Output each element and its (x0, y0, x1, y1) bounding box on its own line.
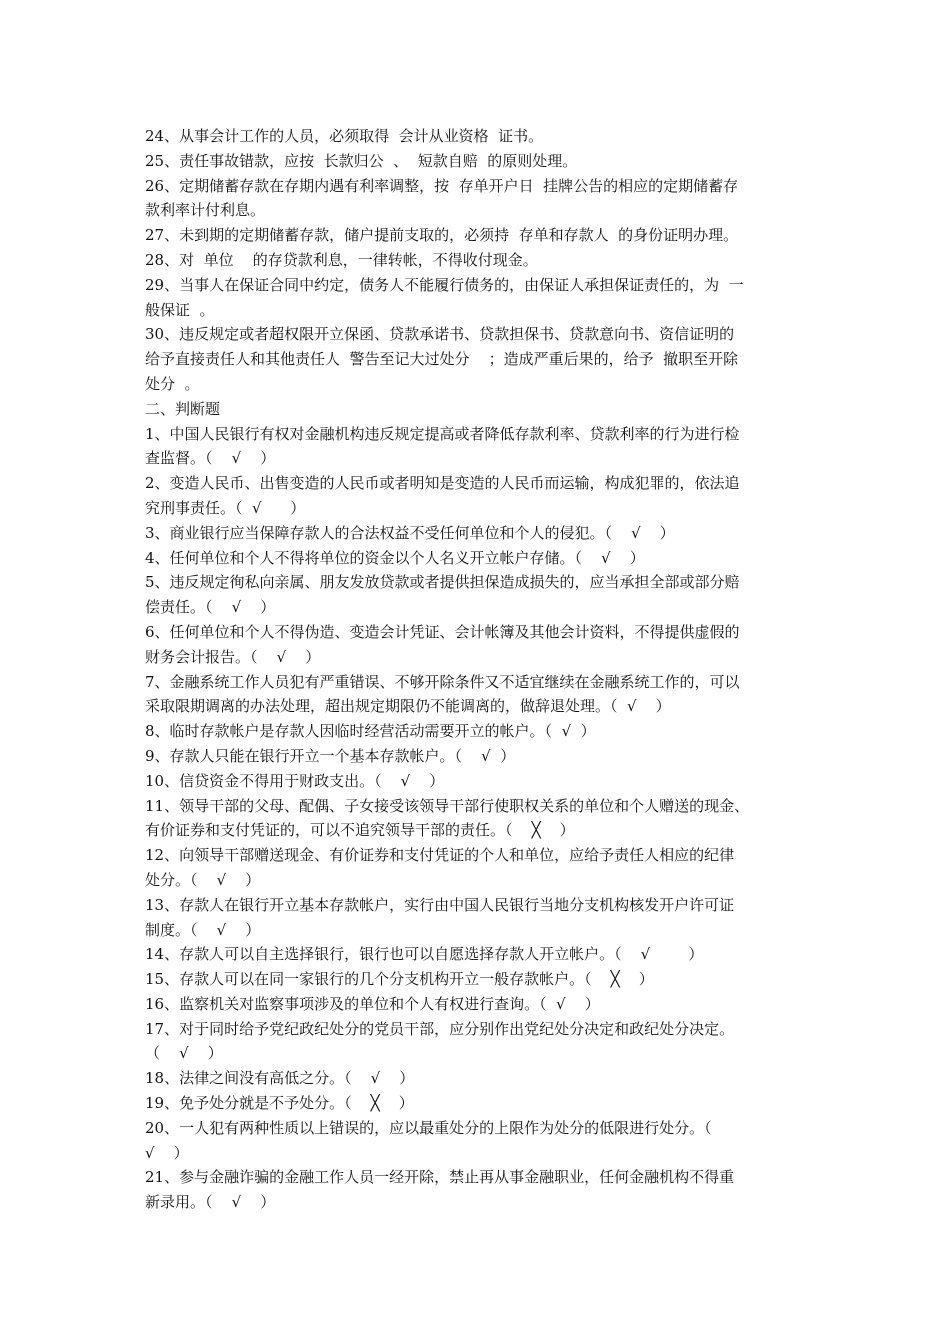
text-line: 偿责任。（ √ ） (145, 598, 276, 617)
text-line: 13、存款人在银行开立基本存款帐户，实行由中国人民银行当地分支机构核发开户许可证 (145, 895, 735, 914)
text-line: 6、任何单位和个人不得伪造、变造会计凭证、会计帐簿及其他会计资料，不得提供虚假的 (145, 622, 740, 641)
text-line: 30、违反规定或者超权限开立保函、贷款承诺书、贷款担保书、贷款意向书、资信证明的 (145, 325, 735, 344)
text-line: 财务会计报告。（ √ ） (145, 647, 321, 666)
text-line: 8、临时存款帐户是存款人因临时经营活动需要开立的帐户。（ √ ） (145, 722, 596, 741)
text-line: 5、违反规定徇私向亲属、朋友发放贷款或者提供担保造成损失的，应当承担全部或部分赔 (145, 573, 740, 592)
text-line: 14、存款人可以自主选择银行，银行也可以自愿选择存款人开立帐户。（ √ ） (145, 945, 704, 964)
text-line: 28、对 单位 的存贷款利息，一律转帐，不得收付现金。 (145, 250, 538, 269)
text-line: 21、参与金融诈骗的金融工作人员一经开除，禁止再从事金融职业，任何金融机构不得重 (145, 1168, 735, 1187)
document-body (145, 124, 815, 1215)
text-line: 般保证 。 (145, 300, 215, 319)
text-line: 26、定期储蓄存款在存期内遇有利率调整，按 存单开户日 挂牌公告的相应的定期储蓄存 (145, 176, 739, 195)
text-line: 25、责任事故错款，应按 长款归公 、 短款自赔 的原则处理。 (145, 151, 578, 170)
text-line: （ √ ） (145, 1044, 223, 1063)
text-line: 16、监察机关对监察事项涉及的单位和个人有权进行查询。（ √ ） (145, 994, 600, 1013)
text-line: 有价证券和支付凭证的，可以不追究领导干部的责任。（ ╳ ） (145, 821, 575, 840)
text-line: 处分 。 (145, 374, 200, 393)
text-line: 究刑事责任。（ √ ） (145, 498, 306, 517)
text-line: 新录用。（ √ ） (145, 1193, 276, 1212)
text-line: 4、任何单位和个人不得将单位的资金以个人名义开立帐户存储。（ √ ） (145, 548, 645, 567)
text-line: 29、当事人在保证合同中约定，债务人不能履行债务的，由保证人承担保证责任的，为 一 (145, 275, 744, 294)
text-line: 查监督。（ √ ） (145, 449, 276, 468)
text-line: 款利率计付利息。 (145, 201, 266, 220)
section-heading: 二、判断题 (145, 399, 221, 418)
text-line: 15、存款人可以在同一家银行的几个分支机构开立一般存款帐户。（ ╳ ） (145, 970, 654, 989)
text-line: 20、一人犯有两种性质以上错误的，应以最重处分的上限作为处分的低限进行处分。（ (145, 1118, 712, 1137)
text-line: 处分。（ √ ） (145, 870, 261, 889)
text-line: 12、向领导干部赠送现金、有价证券和支付凭证的个人和单位，应给予责任人相应的纪律 (145, 846, 735, 865)
text-line: 19、免予处分就是不予处分。（ ╳ ） (145, 1094, 414, 1113)
text-line: 10、信贷资金不得用于财政支出。（ √ ） (145, 771, 445, 790)
text-line: 给予直接责任人和其他责任人 警告至记大过处分 ；造成严重后果的，给予 撤职至开除 (145, 350, 739, 369)
text-line: 3、商业银行应当保障存款人的合法权益不受任何单位和个人的侵犯。（ √ ） (145, 523, 675, 542)
text-line: 1、中国人民银行有权对金融机构违反规定提高或者降低存款利率、贷款利率的行为进行检 (145, 424, 740, 443)
text-line: 制度。（ √ ） (145, 920, 261, 939)
text-line: 9、存款人只能在银行开立一个基本存款帐户。（ √ ） (145, 746, 516, 765)
text-line: 27、未到期的定期储蓄存款，储户提前支取的，必须持 存单和存款人 的身份证明办理。 (145, 226, 739, 245)
text-line: 11、领导干部的父母、配偶、子女接受该领导干部行使职权关系的单位和个人赠送的现金、 (145, 796, 750, 815)
text-line: 2、变造人民币、出售变造的人民币或者明知是变造的人民币而运输，构成犯罪的，依法追 (145, 474, 740, 493)
text-line: 采取限期调离的办法处理，超出规定期限仍不能调离的，做辞退处理。（ √ ） (145, 697, 671, 716)
text-line: 17、对于同时给予党纪政纪处分的党员干部，应分别作出党纪处分决定和政纪处分决定。 (145, 1019, 735, 1038)
text-line: 18、法律之间没有高低之分。（ √ ） (145, 1069, 415, 1088)
text-line: 24、从事会计工作的人员，必须取得 会计从业资格 证书。 (145, 127, 544, 145)
text-line: 7、金融系统工作人员犯有严重错误、不够开除条件又不适宜继续在金融系统工作的，可以 (145, 672, 740, 691)
text-line: √ ） (145, 1143, 189, 1162)
